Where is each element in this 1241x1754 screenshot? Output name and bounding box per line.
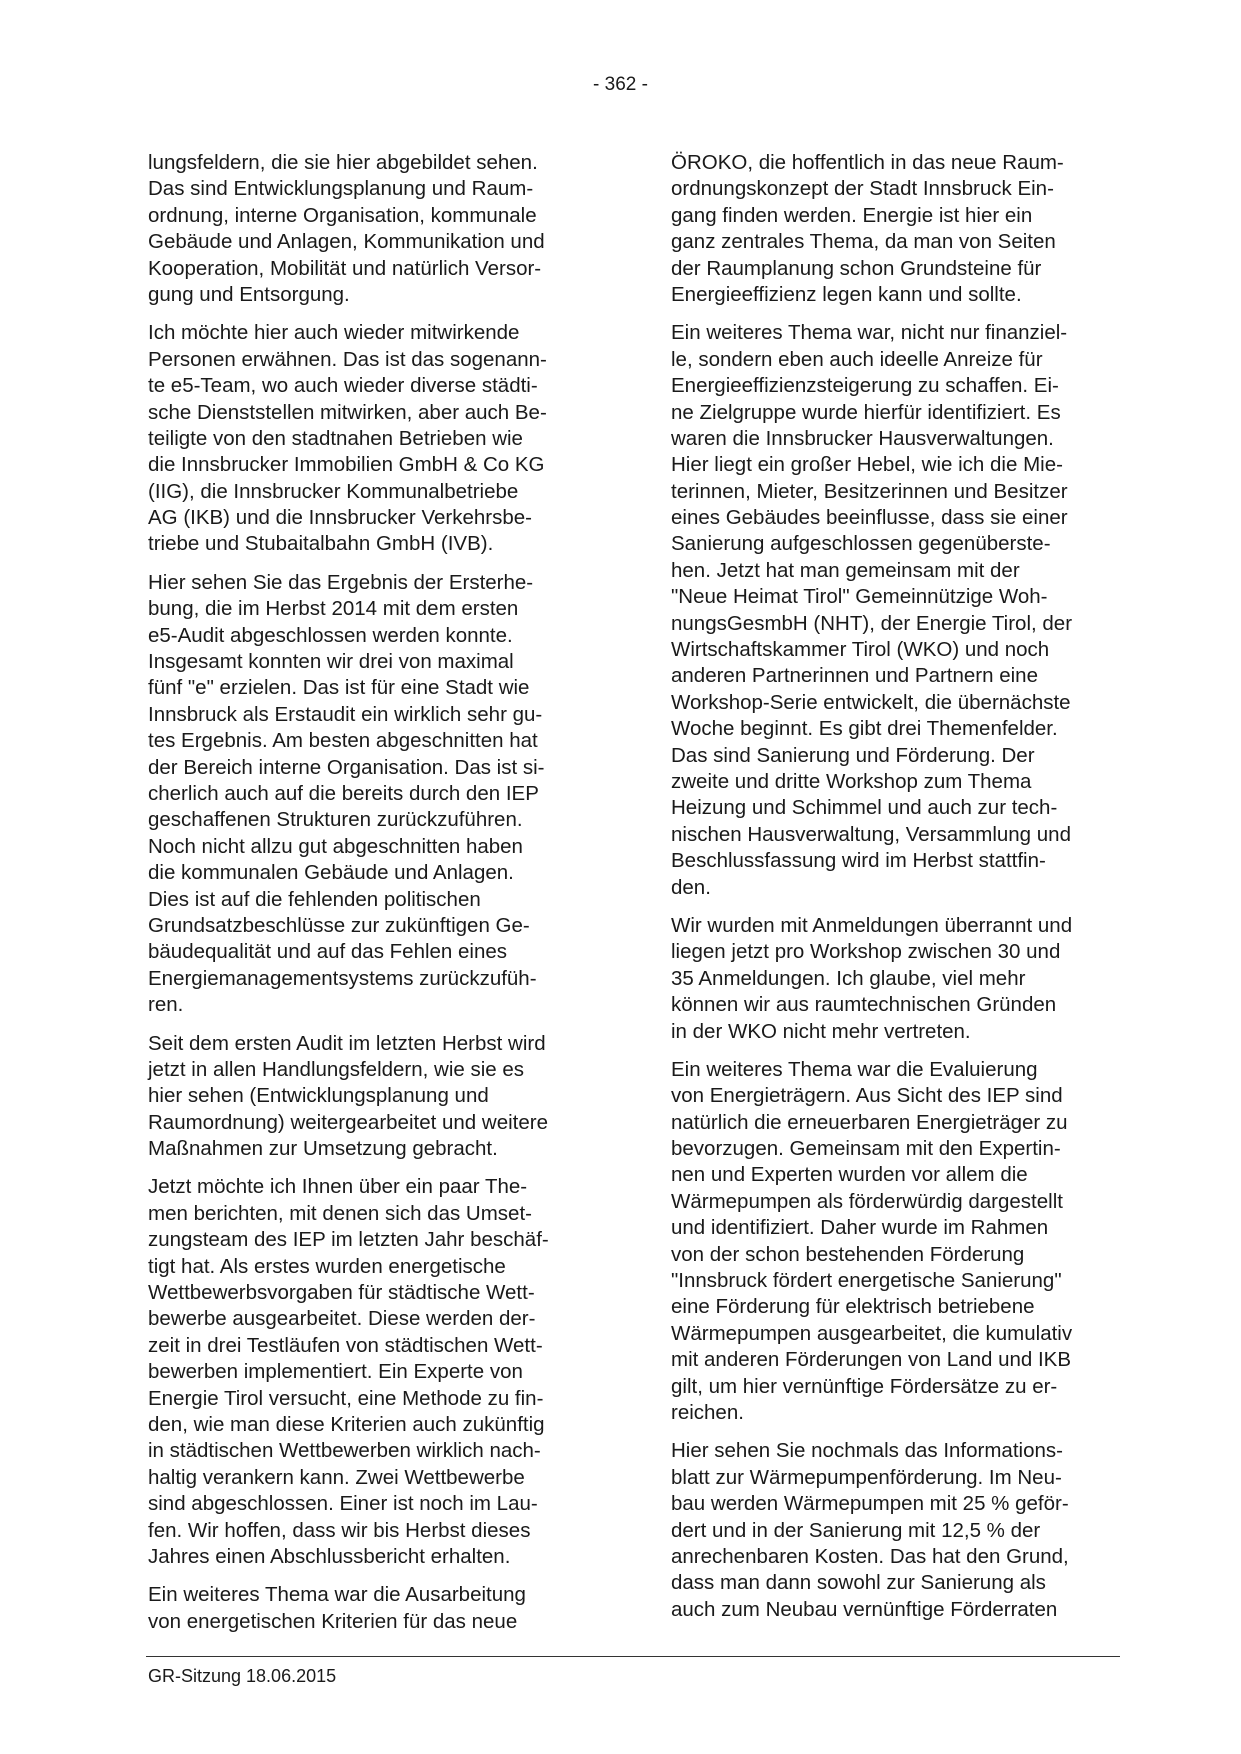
text-line: liegen jetzt pro Workshop zwischen 30 und [671, 940, 1061, 964]
text-line: der Bereich interne Organisation. Das ist si- [148, 755, 545, 779]
text-line: reichen. [671, 1400, 744, 1424]
text-line: Ich möchte hier auch wieder mitwirkende [148, 321, 520, 345]
text-line: eines Gebäudes beeinflusse, dass sie einer [671, 506, 1068, 530]
text-line: in der WKO nicht mehr vertreten. [671, 1019, 971, 1043]
text-line: blatt zur Wärmepumpenförderung. Im Neu- [671, 1465, 1062, 1489]
text-line: Kooperation, Mobilität und natürlich Versor- [148, 256, 542, 280]
paragraph [148, 570, 593, 1019]
text-line: zeit in drei Testläufen von städtischen Wett- [148, 1333, 543, 1357]
text-line: Workshop-Serie entwickelt, die übernächste [671, 690, 1071, 714]
text-line: haltig verankern kann. Zwei Wettbewerbe [148, 1465, 525, 1489]
paragraph-gap [148, 1019, 593, 1031]
text-line: mit anderen Förderungen von Land und IKB [671, 1348, 1072, 1372]
text-line: triebe und Stubaitalbahn GmbH (IVB). [148, 532, 494, 556]
text-line: hen. Jetzt hat man gemeinsam mit der [671, 558, 1020, 582]
paragraph-gap [148, 1570, 593, 1582]
text-line: Sanierung aufgeschlossen gegenüberste- [671, 532, 1051, 556]
paragraph [148, 1174, 593, 1570]
text-line: Grundsatzbeschlüsse zur zukünftigen Ge- [148, 913, 530, 937]
text-line: terinnen, Mieter, Besitzerinnen und Besitzer [671, 479, 1068, 503]
text-line: ren. [148, 993, 184, 1017]
text-line: ÖROKO, die hoffentlich in das neue Raum- [671, 151, 1064, 174]
text-line: ne Zielgruppe wurde hierfür identifiziert. Es [671, 400, 1061, 424]
text-line: Personen erwähnen. Das ist das sogenann- [148, 347, 547, 371]
text-line: nungsGesmbH (NHT), der Energie Tirol, der [671, 611, 1073, 635]
text-line: gang finden werden. Energie ist hier ein [671, 203, 1033, 227]
text-line: in städtischen Wettbewerben wirklich nach- [148, 1439, 541, 1463]
text-line: waren die Innsbrucker Hausverwaltungen. [671, 426, 1054, 450]
text-line: den, wie man diese Kriterien auch zukünftig [148, 1412, 545, 1436]
text-line: die kommunalen Gebäude und Anlagen. [148, 861, 514, 885]
text-line: Wirtschaftskammer Tirol (WKO) und noch [671, 638, 1050, 662]
text-line: gilt, um hier vernünftige Fördersätze zu er- [671, 1374, 1058, 1398]
text-line: Wärmepumpen als förderwürdig dargestellt [671, 1189, 1063, 1213]
paragraph [148, 1031, 593, 1163]
text-line: nischen Hausverwaltung, Versammlung und [671, 822, 1071, 846]
text-line: AG (IKB) und die Innsbrucker Verkehrsbe- [148, 506, 532, 530]
text-line: Seit dem ersten Audit im letzten Herbst wird [148, 1031, 546, 1055]
paragraph-gap [148, 1162, 593, 1174]
text-line: Woche beginnt. Es gibt drei Themenfelder. [671, 717, 1058, 741]
text-line: die Innsbrucker Immobilien GmbH & Co KG [148, 453, 545, 477]
text-line: hier sehen (Entwicklungsplanung und [148, 1084, 489, 1108]
paragraph-gap [671, 1426, 1116, 1438]
text-line: Das sind Sanierung und Förderung. Der [671, 743, 1035, 767]
text-line: dert und in der Sanierung mit 12,5 % der [671, 1518, 1041, 1542]
text-line: tes Ergebnis. Am besten abgeschnitten hat [148, 729, 538, 753]
text-line: lungsfeldern, die sie hier abgebildet sehen. [148, 151, 538, 174]
paragraph [148, 1582, 593, 1635]
text-line: Wärmepumpen ausgearbeitet, die kumulativ [671, 1321, 1073, 1345]
text-line: e5-Audit abgeschlossen werden konnte. [148, 623, 513, 647]
text-line: bevorzugen. Gemeinsam mit den Expertin- [671, 1137, 1061, 1161]
text-line: tigt hat. Als erstes wurden energetische [148, 1254, 506, 1278]
paragraph-gap [671, 1045, 1116, 1057]
text-line: und identifiziert. Daher wurde im Rahmen [671, 1216, 1049, 1240]
text-line: teiligte von den stadtnahen Betrieben wie [148, 426, 523, 450]
text-line: bewerben implementiert. Ein Experte von [148, 1360, 523, 1384]
paragraph [671, 1438, 1116, 1623]
text-line: ordnungskonzept der Stadt Innsbruck Ein- [671, 177, 1054, 201]
text-line: bewerbe ausgearbeitet. Diese werden der- [148, 1307, 536, 1331]
paragraph-gap [148, 558, 593, 570]
text-line: Noch nicht allzu gut abgeschnitten haben [148, 834, 523, 858]
text-line: 35 Anmeldungen. Ich glaube, viel mehr [671, 966, 1026, 990]
text-line: dass man dann sowohl zur Sanierung als [671, 1571, 1046, 1595]
footer-divider [146, 1656, 1120, 1657]
text-line: Energieeffizienz legen kann und sollte. [671, 282, 1022, 306]
text-line: von Energieträgern. Aus Sicht des IEP sind [671, 1084, 1063, 1108]
text-line: te e5-Team, wo auch wieder diverse städti- [148, 374, 538, 398]
text-line: jetzt in allen Handlungsfeldern, wie sie es [148, 1057, 525, 1081]
text-line: natürlich die erneuerbaren Energieträger zu [671, 1110, 1068, 1134]
text-line: Dies ist auf die fehlenden politischen [148, 887, 481, 911]
right-column [671, 150, 1116, 1623]
text-line: Energiemanagementsystems zurückzufüh- [148, 966, 537, 990]
text-line: anrechenbaren Kosten. Das hat den Grund, [671, 1544, 1069, 1568]
paragraph-gap [671, 901, 1116, 913]
text-line: eine Förderung für elektrisch betriebene [671, 1295, 1035, 1319]
text-line: ganz zentrales Thema, da man von Seiten [671, 230, 1056, 254]
paragraph [671, 1057, 1116, 1426]
text-line: Maßnahmen zur Umsetzung gebracht. [148, 1137, 498, 1161]
text-line: bung, die im Herbst 2014 mit dem ersten [148, 597, 519, 621]
text-line: auch zum Neubau vernünftige Förderraten [671, 1597, 1058, 1621]
text-line: "Neue Heimat Tirol" Gemeinnützige Woh- [671, 585, 1048, 609]
text-line: le, sondern eben auch ideelle Anreize für [671, 347, 1043, 371]
text-line: können wir aus raumtechnischen Gründen [671, 993, 1057, 1017]
text-line: Jahres einen Abschlussbericht erhalten. [148, 1544, 511, 1568]
paragraph [148, 150, 593, 308]
text-line: zweite und dritte Workshop zum Thema [671, 769, 1032, 793]
text-line: Beschlussfassung wird im Herbst stattfin- [671, 849, 1046, 873]
text-line: den. [671, 875, 711, 899]
text-line: zungsteam des IEP im letzten Jahr beschäf- [148, 1228, 549, 1252]
footer-session-date: GR-Sitzung 18.06.2015 [148, 1666, 337, 1686]
text-line: Energie Tirol versucht, eine Methode zu fin- [148, 1386, 544, 1410]
text-line: Wettbewerbsvorgaben für städtische Wett- [148, 1281, 535, 1305]
text-line: ordnung, interne Organisation, kommunale [148, 203, 537, 227]
text-line: Ein weiteres Thema war, nicht nur finanziel- [671, 321, 1068, 345]
text-line: Insgesamt konnten wir drei von maximal [148, 650, 514, 674]
text-line: cherlich auch auf die bereits durch den IEP [148, 781, 539, 805]
paragraph-gap [671, 308, 1116, 320]
text-line: Hier liegt ein großer Hebel, wie ich die Mie- [671, 453, 1063, 477]
text-line: Jetzt möchte ich Ihnen über ein paar The- [148, 1175, 528, 1199]
text-line: Hier sehen Sie nochmals das Informations- [671, 1439, 1063, 1463]
text-line: bäudequalität und auf das Fehlen eines [148, 940, 508, 964]
text-line: Wir wurden mit Anmeldungen überrannt und [671, 913, 1073, 937]
paragraph-gap [148, 308, 593, 320]
text-line: von energetischen Kriterien für das neue [148, 1609, 518, 1633]
text-line: Energieeffizienzsteigerung zu schaffen. Ei- [671, 374, 1059, 398]
text-line: fünf "e" erzielen. Das ist für eine Stadt wie [148, 676, 530, 700]
text-line: Ein weiteres Thema war die Ausarbeitung [148, 1583, 526, 1607]
text-line: anderen Partnerinnen und Partnern eine [671, 664, 1038, 688]
text-line: Heizung und Schimmel und auch zur tech- [671, 796, 1058, 820]
text-line: "Innsbruck fördert energetische Sanierung" [671, 1269, 1062, 1293]
left-column [148, 150, 593, 1635]
text-line: Hier sehen Sie das Ergebnis der Ersterhe- [148, 570, 534, 594]
text-line: Gebäude und Anlagen, Kommunikation und [148, 230, 545, 254]
text-line: Das sind Entwicklungsplanung und Raum- [148, 177, 534, 201]
text-line: Ein weiteres Thema war die Evaluierung [671, 1057, 1038, 1081]
text-line: der Raumplanung schon Grundsteine für [671, 256, 1042, 280]
text-line: fen. Wir hoffen, dass wir bis Herbst dieses [148, 1518, 531, 1542]
paragraph [148, 320, 593, 558]
text-line: geschaffenen Strukturen zurückzuführen. [148, 808, 523, 832]
text-line: Raumordnung) weitergearbeitet und weitere [148, 1110, 548, 1134]
text-line: sind abgeschlossen. Einer ist noch im Lau- [148, 1492, 538, 1516]
page-number: - 362 - [593, 74, 648, 95]
text-line: sche Dienststellen mitwirken, aber auch Be- [148, 400, 547, 424]
text-line: nen und Experten wurden vor allem die [671, 1163, 1028, 1187]
text-line: (IIG), die Innsbrucker Kommunalbetriebe [148, 479, 519, 503]
paragraph [671, 150, 1116, 308]
text-line: von der schon bestehenden Förderung [671, 1242, 1025, 1266]
text-line: gung und Entsorgung. [148, 282, 350, 306]
text-line: bau werden Wärmepumpen mit 25 % geför- [671, 1492, 1069, 1516]
paragraph [671, 320, 1116, 901]
text-line: Innsbruck als Erstaudit ein wirklich sehr gu- [148, 702, 543, 726]
text-line: men berichten, mit denen sich das Umset- [148, 1201, 532, 1225]
paragraph [671, 913, 1116, 1045]
